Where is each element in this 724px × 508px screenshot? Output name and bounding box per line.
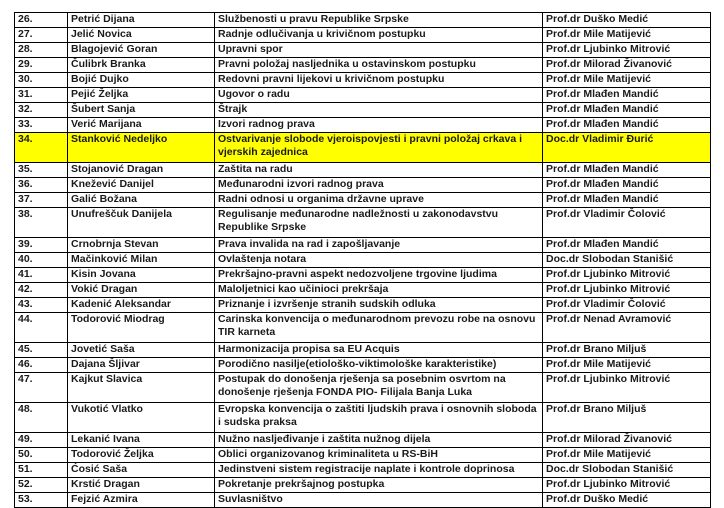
row-number: 38. [15,208,68,238]
thesis-topic: Evropska konvencija o zaštiti ljudskih prava i osnovnih sloboda i sudska praksa [215,403,543,433]
row-number: 31. [15,88,68,103]
thesis-topic: Radni odnosi u organima državne uprave [215,193,543,208]
mentor-name: Prof.dr Mlađen Mandić [543,118,711,133]
student-name: Unufreščuk Danijela [68,208,215,238]
mentor-name: Prof.dr Nenad Avramović [543,313,711,343]
row-number: 46. [15,358,68,373]
student-name: Verić Marijana [68,118,215,133]
row-number: 51. [15,463,68,478]
row-number: 30. [15,73,68,88]
student-name: Fejzić Azmira [68,493,215,508]
thesis-topic: Maloljetnici kao učinioci prekršaja [215,283,543,298]
student-name: Blagojević Goran [68,43,215,58]
student-name: Stojanović Dragan [68,163,215,178]
table-row [15,313,711,343]
mentor-name: Prof.dr Duško Medić [543,13,711,28]
thesis-topic: Porodično nasilje(etiološko-viktimološke karakteristike) [215,358,543,373]
table-row [15,298,711,313]
mentor-name: Prof.dr Vladimir Čolović [543,298,711,313]
row-number: 28. [15,43,68,58]
table-row [15,268,711,283]
table-row [15,208,711,238]
thesis-topic: Ugovor o radu [215,88,543,103]
student-name: Vukotić Vlatko [68,403,215,433]
table-row [15,253,711,268]
student-name: Crnobrnja Stevan [68,238,215,253]
mentor-name: Prof.dr Mlađen Mandić [543,178,711,193]
table-row [15,13,711,28]
student-name: Vokić Dragan [68,283,215,298]
table-row [15,478,711,493]
mentor-name: Prof.dr Ljubinko Mitrović [543,283,711,298]
thesis-topic: Ostvarivanje slobode vjeroispovjesti i pravni položaj crkava i vjerskih zajednica [215,133,543,163]
row-number: 53. [15,493,68,508]
mentor-name: Prof.dr Duško Medić [543,493,711,508]
mentor-name: Prof.dr Brano Miljuš [543,403,711,433]
table-row [15,58,711,73]
student-name: Knežević Danijel [68,178,215,193]
mentor-name: Prof.dr Mlađen Mandić [543,88,711,103]
thesis-topic: Nužno nasljeđivanje i zaštita nužnog dijela [215,433,543,448]
mentor-name: Prof.dr Mile Matijević [543,73,711,88]
mentor-name: Prof.dr Mlađen Mandić [543,238,711,253]
mentor-name: Prof.dr Mlađen Mandić [543,163,711,178]
mentor-name: Prof.dr Milorad Živanović [543,433,711,448]
thesis-topic: Redovni pravni lijekovi u krivičnom postupku [215,73,543,88]
mentor-name: Prof.dr Ljubinko Mitrović [543,478,711,493]
thesis-topic: Štrajk [215,103,543,118]
table-row [15,88,711,103]
thesis-topic: Prava invalida na rad i zapošljavanje [215,238,543,253]
thesis-topic: Međunarodni izvori radnog prava [215,178,543,193]
row-number: 49. [15,433,68,448]
row-number: 37. [15,193,68,208]
highlighted-table-row [15,133,711,163]
student-name: Mačinković Milan [68,253,215,268]
table-row [15,28,711,43]
student-name: Šubert Sanja [68,103,215,118]
mentor-name: Prof.dr Ljubinko Mitrović [543,373,711,403]
table-row [15,493,711,508]
row-number: 36. [15,178,68,193]
table-row [15,373,711,403]
mentor-name: Prof.dr Brano Miljuš [543,343,711,358]
row-number: 52. [15,478,68,493]
student-name: Kisin Jovana [68,268,215,283]
table-row [15,343,711,358]
row-number: 43. [15,298,68,313]
student-name: Kajkut Slavica [68,373,215,403]
thesis-topic: Harmonizacija propisa sa EU Acquis [215,343,543,358]
table-row [15,43,711,58]
thesis-topic: Priznanje i izvršenje stranih sudskih odluka [215,298,543,313]
mentor-name: Doc.dr Vladimir Đurić [543,133,711,163]
thesis-topic: Suvlasništvo [215,493,543,508]
thesis-topic: Izvori radnog prava [215,118,543,133]
table-row [15,433,711,448]
table-row [15,118,711,133]
table-row [15,358,711,373]
thesis-topic: Pokretanje prekršajnog postupka [215,478,543,493]
student-name: Lekanić Ivana [68,433,215,448]
thesis-topic: Carinska konvencija o međunarodnom prevozu robe na osnovu TIR karneta [215,313,543,343]
student-name: Čulibrk Branka [68,58,215,73]
row-number: 35. [15,163,68,178]
mentor-name: Prof.dr Mlađen Mandić [543,103,711,118]
table-row [15,103,711,118]
thesis-topic: Regulisanje međunarodne nadležnosti u zakonodavstvu Republike Srpske [215,208,543,238]
thesis-topic: Službenosti u pravu Republike Srpske [215,13,543,28]
row-number: 33. [15,118,68,133]
row-number: 45. [15,343,68,358]
student-name: Kadenić Aleksandar [68,298,215,313]
row-number: 42. [15,283,68,298]
table-row [15,163,711,178]
table-row [15,178,711,193]
thesis-topic: Prekršajno-pravni aspekt nedozvoljene trgovine ljudima [215,268,543,283]
mentor-name: Prof.dr Milorad Živanović [543,58,711,73]
mentor-name: Doc.dr Slobodan Stanišić [543,253,711,268]
table-row [15,238,711,253]
table-row [15,463,711,478]
student-name: Galić Božana [68,193,215,208]
row-number: 32. [15,103,68,118]
student-name: Ćosić Saša [68,463,215,478]
row-number: 27. [15,28,68,43]
table-row [15,403,711,433]
student-name: Bojić Dujko [68,73,215,88]
student-name: Todorović Miodrag [68,313,215,343]
row-number: 50. [15,448,68,463]
student-name: Krstić Dragan [68,478,215,493]
thesis-table-sheet [14,12,711,508]
mentor-name: Prof.dr Mile Matijević [543,28,711,43]
thesis-topic: Radnje odlučivanja u krivičnom postupku [215,28,543,43]
thesis-topic: Oblici organizovanog kriminaliteta u RS-BiH [215,448,543,463]
mentor-name: Prof.dr Ljubinko Mitrović [543,43,711,58]
mentor-name: Doc.dr Slobodan Stanišić [543,463,711,478]
student-name: Petrić Dijana [68,13,215,28]
table-row [15,283,711,298]
row-number: 44. [15,313,68,343]
thesis-topic: Ovlaštenja notara [215,253,543,268]
table-row [15,193,711,208]
mentor-name: Prof.dr Mlađen Mandić [543,193,711,208]
thesis-topic: Jedinstveni sistem registracije naplate i kontrole doprinosa [215,463,543,478]
thesis-topic: Zaštita na radu [215,163,543,178]
table-row [15,448,711,463]
mentor-name: Prof.dr Ljubinko Mitrović [543,268,711,283]
row-number: 40. [15,253,68,268]
student-name: Pejić Željka [68,88,215,103]
student-name: Stanković Nedeljko [68,133,215,163]
row-number: 34. [15,133,68,163]
row-number: 47. [15,373,68,403]
thesis-topic: Postupak do donošenja rješenja sa posebnim osvrtom na donošenje rješenja FONDA PIO- Filijala Banja Luka [215,373,543,403]
table-row [15,73,711,88]
mentor-name: Prof.dr Mile Matijević [543,448,711,463]
thesis-topic: Pravni položaj nasljednika u ostavinskom postupku [215,58,543,73]
student-name: Jovetić Saša [68,343,215,358]
row-number: 41. [15,268,68,283]
row-number: 26. [15,13,68,28]
row-number: 29. [15,58,68,73]
thesis-topic: Upravni spor [215,43,543,58]
row-number: 39. [15,238,68,253]
student-name: Jelić Novica [68,28,215,43]
student-name: Todorović Željka [68,448,215,463]
student-name: Dajana Šljivar [68,358,215,373]
thesis-table [14,12,711,508]
row-number: 48. [15,403,68,433]
mentor-name: Prof.dr Mile Matijević [543,358,711,373]
mentor-name: Prof.dr Vladimir Čolović [543,208,711,238]
